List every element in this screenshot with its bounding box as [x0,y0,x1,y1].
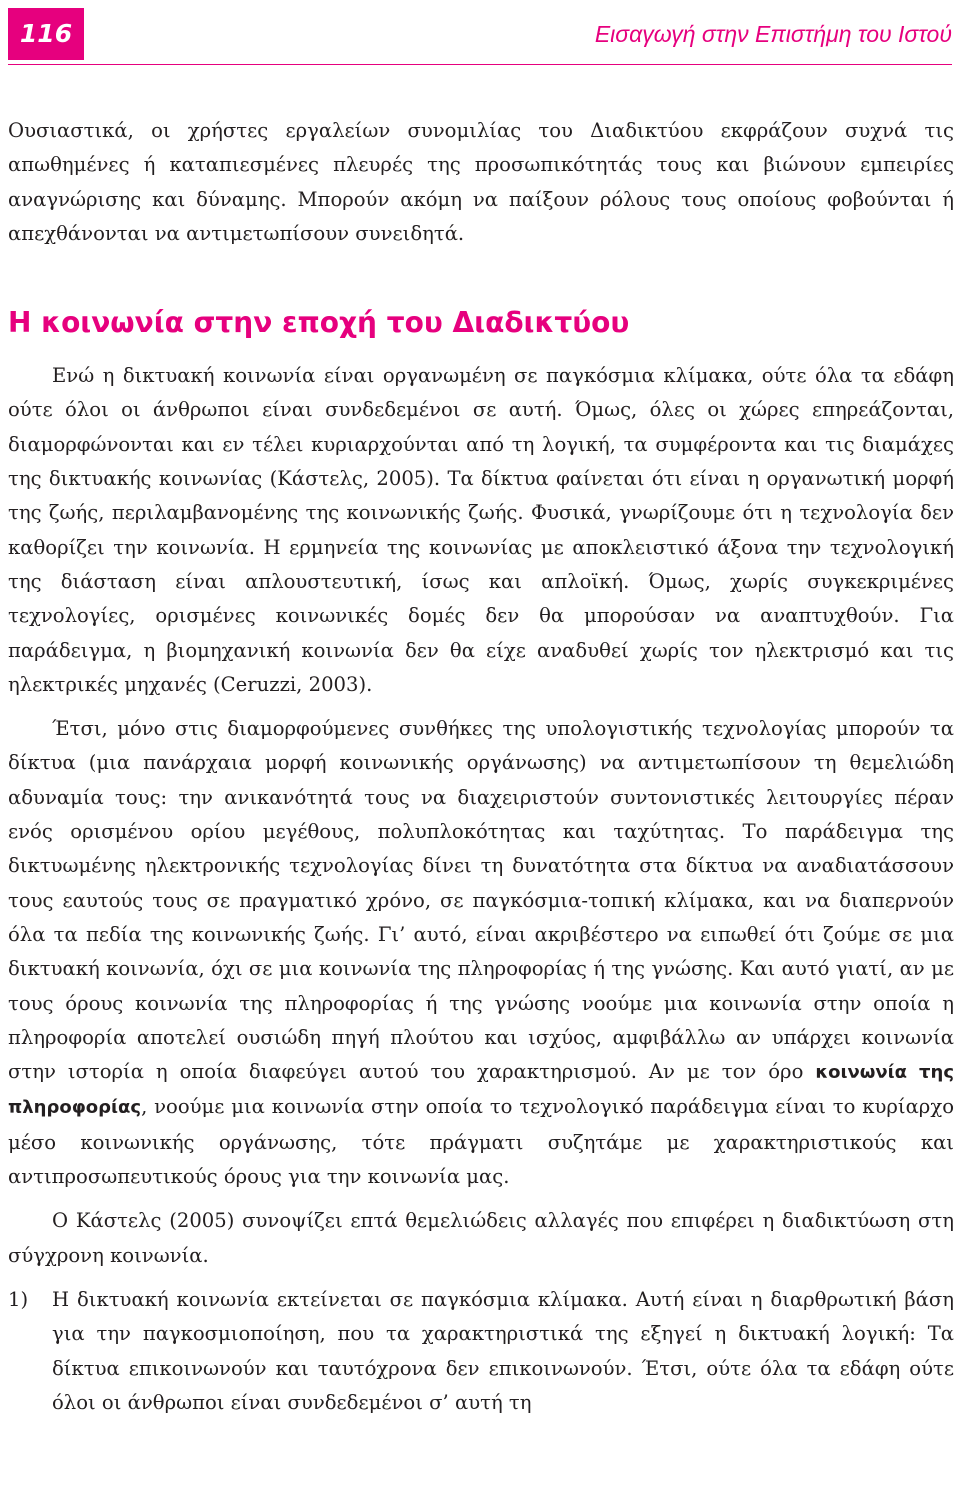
list-item-number: 1) [8,1287,29,1311]
page-number: 116 [8,8,84,60]
list-item [8,1283,954,1420]
paragraph-2-text-after: , νοούμε μια κοινωνία στην οποία το τεχνολογικό παράδειγμα είναι το κυρίαρχο μέσο κοινωνικής οργάνωσης, τότε πράγματι συζητάμε με χαρακτηριστικούς και αντιπροσωπευτικούς όρους για την κοινωνία μας. [8,1095,954,1189]
running-title: Εισαγωγή στην Επιστήμη του Ιστού [594,21,952,47]
highlighted-term: κοινωνία της πληροφορίας [8,1062,955,1119]
body-paragraph-3: Ο Κάστελς (2005) συνοψίζει επτά θεμελιώδεις αλλαγές που επιφέρει η διαδικτύωση στη σύγχρονη κοινωνία. [8,1209,954,1267]
intro-paragraph: Ουσιαστικά, οι χρήστες εργαλείων συνομιλίας του Διαδικτύου εκφράζουν συχνά τις απωθημένες ή καταπιεσμένες πλευρές της προσωπικότητάς τους και βιώνουν εμπειρίες αναγνώρισης και δύναμης. Μπορούν ακόμη να παίξουν ρόλους τους οποίους φοβούνται ή απεχθάνονται να αντιμετωπίσουν συνειδητά. [8,119,954,245]
body-paragraph-2 [8,712,954,1194]
page-body [8,114,954,1420]
paragraph-2-text-before: Έτσι, μόνο στις διαμορφούμενες συνθήκες της υπολογιστικής τεχνολογίας μπορούν τα δίκτυα (μια πανάρχαια μορφή κοινωνικής οργάνωσης) να αντιμετωπίσουν τη θεμελιώδη αδυναμία τους: την ανικανότητά τους να διαχειριστούν συντονιστικές λειτουργίες πέραν ενός ορισμένου ορίου μεγέθους, πολυπλοκότητας και ταχύτητας. Το παράδειγμα της δικτυωμένης ηλεκτρονικής τεχνολογίας δίνει τη δυνατότητα στα δίκτυα να αναδιατάσσουν τους εαυτούς τους σε πραγματικό χρόνο, σε παγκόσμια-τοπική κλίμακα, και να διαπερνούν όλα τα πεδία της κοινωνικής ζωής. Γι’ αυτό, είναι ακριβέστερο να ειπωθεί ότι ζούμε σε μια δικτυακή κοινωνία, όχι σε μια κοινωνία της πληροφορίας ή της γνώσης. Και αυτό γιατί, αν με τους όρους κοινωνία της πληροφορίας ή της γνώσης νοούμε μια κοινωνία στην οποία η πληροφορία αποτελεί ουσιώδη πηγή πλούτου και ισχύος, αμφιβάλλω αν υπάρχει κοινωνία στην ιστορία η οποία διαφεύγει αυτού του χαρακτηρισμού. Αν με τον όρο [8,717,954,1084]
list-item-text: Η δικτυακή κοινωνία εκτείνεται σε παγκόσμια κλίμακα. Αυτή είναι η διαρθρωτική βάση για την παγκοσμιοποίηση, που τα χαρακτηριστικά της εξηγεί η δικτυακή λογική: Τα δίκτυα επικοινωνούν και ταυτόχρονα δεν επικοινωνούν. Έτσι, ούτε όλα τα εδάφη ούτε όλοι οι άνθρωποι είναι συνδεδεμένοι σ’ αυτή τη [52,1287,954,1414]
section-heading: Η κοινωνία στην εποχή του Διαδικτύου [8,306,630,340]
header-rule [8,64,952,65]
body-paragraph-1: Ενώ η δικτυακή κοινωνία είναι οργανωμένη σε παγκόσμια κλίμακα, ούτε όλα τα εδάφη ούτε όλοι οι άνθρωποι είναι συνδεδεμένοι σε αυτή. Όμως, όλες οι χώρες επηρεάζονται, διαμορφώνονται και εν τέλει κυριαρχούνται από τη λογική, τα συμφέροντα και τις διαμάχες της δικτυακής κοινωνίας (Κάστελς, 2005). Τα δίκτυα φαίνεται ότι είναι η οργανωτική μορφή της ζωής, περιλαμβανομένης της κοινωνικής ζωής. Φυσικά, γνωρίζουμε ότι η τεχνολογία δεν καθορίζει την κοινωνία. Η ερμηνεία της κοινωνίας με αποκλειστικό άξονα την τεχνολογική της διάσταση είναι απλουστευτική, ίσως και απλοϊκή. Όμως, χωρίς συγκεκριμένες τεχνολογίες, ορισμένες κοινωνικές δομές δεν θα μπορούσαν να αναπτυχθούν. Για παράδειγμα, η βιομηχανική κοινωνία δεν θα είχε αναδυθεί χωρίς τον ηλεκτρισμό και τις ηλεκτρικές μηχανές (Ceruzzi, 2003). [8,364,954,696]
changes-list [8,1283,954,1420]
page-header [0,0,960,70]
